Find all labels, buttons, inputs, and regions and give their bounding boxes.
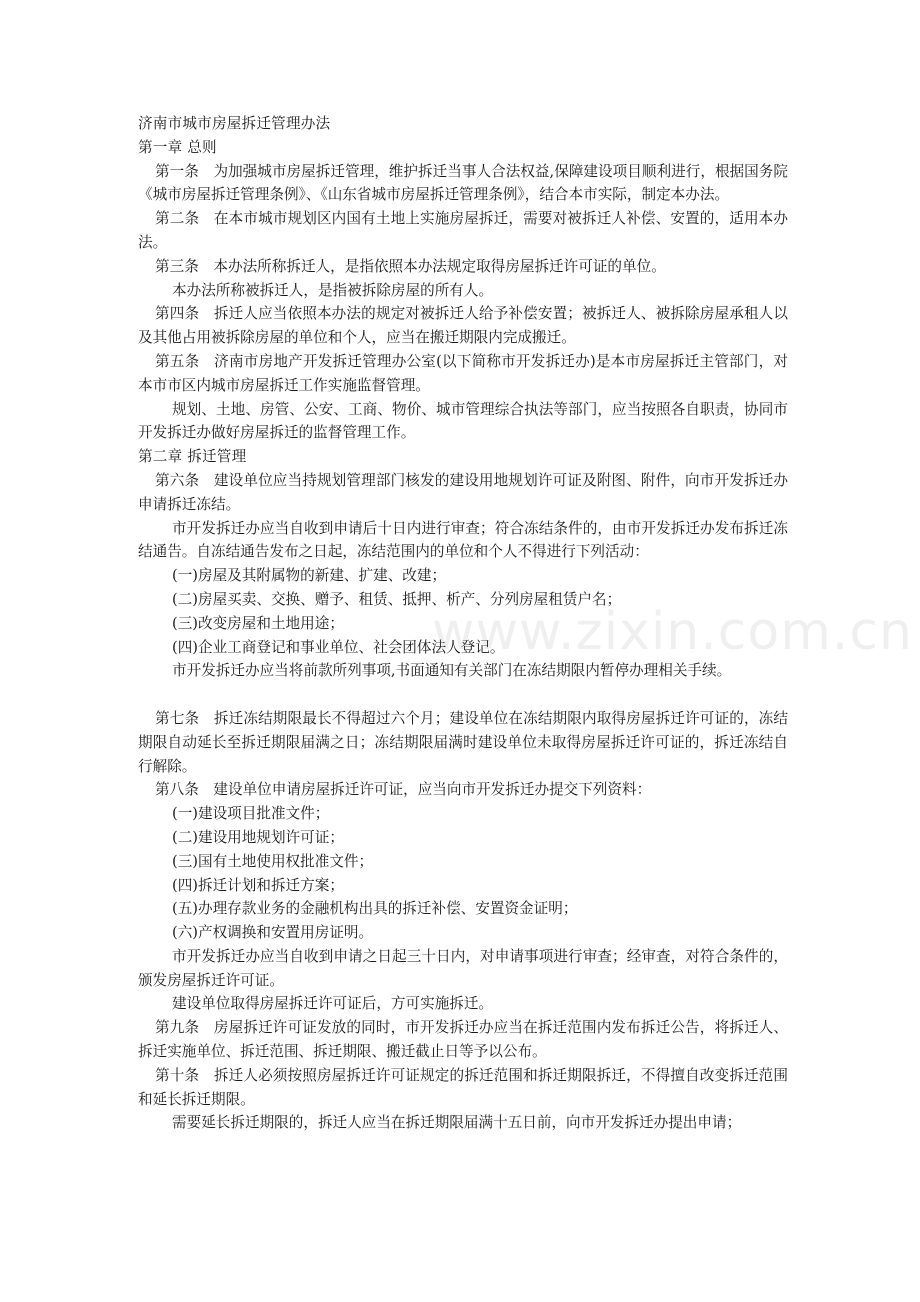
article-6: 第六条 建设单位应当持规划管理部门核发的建设用地规划许可证及附图、附件，向市开发拆迁办申请拆迁冻结。: [138, 471, 788, 513]
document-title: 济南市城市房屋拆迁管理办法: [138, 115, 331, 132]
article-10: 第十条 拆迁人必须按照房屋拆迁许可证规定的拆迁范围和拆迁期限拆迁，不得擅自改变拆迁范围和延长拆迁期限。: [138, 1066, 788, 1108]
list-item: (六)产权调换和安置用房证明。: [172, 924, 374, 942]
article-8-paragraph-3: 建设单位取得房屋拆迁许可证后，方可实施拆迁。: [172, 995, 494, 1013]
list-item: (二)建设用地规划许可证；: [172, 828, 344, 846]
article-2: 第二条 在本市城市规划区内国有土地上实施房屋拆迁，需要对被拆迁人补偿、安置的，适用本办法。: [138, 210, 788, 251]
list-item: (三)国有土地使用权批准文件；: [172, 852, 374, 870]
article-5: 第五条 济南市房地产开发拆迁管理办公室(以下简称市开发拆迁办)是本市房屋拆迁主管部门，对本市市区内城市房屋拆迁工作实施监督管理。: [138, 352, 788, 394]
blank-line: [138, 683, 788, 707]
article-10-paragraph-2: 需要延长拆迁期限的，拆迁人应当在拆迁期限届满十五日前，向市开发拆迁办提出申请；: [172, 1114, 742, 1132]
list-item: (三)改变房屋和土地用途；: [172, 614, 344, 632]
list-item: (二)房屋买卖、交换、赠予、租赁、抵押、析产、分列房屋租赁户名；: [172, 590, 622, 608]
chapter-heading: 第一章 总则: [138, 138, 217, 156]
article-8-paragraph-2: 市开发拆迁办应当自收到申请之日起三十日内，对申请事项进行审查；经审查，对符合条件的，颁发房屋拆迁许可证。: [138, 947, 788, 989]
article-6-paragraph-2: 市开发拆迁办应当自收到申请后十日内进行审查；符合冻结条件的，由市开发拆迁办发布拆迁冻结通告。自冻结通告发布之日起，冻结范围内的单位和个人不得进行下列活动：: [138, 519, 788, 561]
article-3: 第三条 本办法所称拆迁人，是指依照本办法规定取得房屋拆迁许可证的单位。: [155, 257, 666, 275]
list-item: (五)办理存款业务的金融机构出具的拆迁补偿、安置资金证明；: [172, 900, 578, 918]
list-item: (一)建设项目批准文件；: [172, 805, 330, 823]
list-item: (四)企业工商登记和事业单位、社会团体法人登记。: [172, 638, 505, 656]
article-5-paragraph-2: 规划、土地、房管、公安、工商、物价、城市管理综合执法等部门，应当按照各自职责，协同市开发拆迁办做好房屋拆迁的监督管理工作。: [138, 400, 788, 442]
list-item: (一)房屋及其附属物的新建、扩建、改建；: [172, 567, 447, 585]
document-body: [138, 112, 788, 1135]
article-8: 第八条 建设单位申请房屋拆迁许可证，应当向市开发拆迁办提交下列资料：: [155, 781, 652, 799]
list-item: (四)拆迁计划和拆迁方案；: [172, 876, 344, 894]
watermark: www.zixin.com.cn: [432, 602, 913, 662]
article-3-paragraph-2: 本办法所称被拆迁人，是指被拆除房屋的所有人。: [172, 281, 494, 299]
chapter-heading: 第二章 拆迁管理: [138, 448, 247, 466]
article-1: 第一条 为加强城市房屋拆迁管理，维护拆迁当事人合法权益,保障建设项目顺利进行，根据国务院《城市房屋拆迁管理条例》、《山东省城市房屋拆迁管理条例》，结合本市实际，制定本办法。: [138, 162, 788, 204]
article-7: 第七条 拆迁冻结期限最长不得超过六个月；建设单位在冻结期限内取得房屋拆迁许可证的，冻结期限自动延长至拆迁期限届满之日；冻结期限届满时建设单位未取得房屋拆迁许可证的，拆迁冻结自行解除。: [138, 709, 788, 775]
article-4: 第四条 拆迁人应当依照本办法的规定对被拆迁人给予补偿安置；被拆迁人、被拆除房屋承租人以及其他占用被拆除房屋的单位和个人，应当在搬迁期限内完成搬迁。: [138, 305, 788, 347]
article-6-paragraph-3: 市开发拆迁办应当将前款所列事项,书面通知有关部门在冻结期限内暂停办理相关手续。: [172, 662, 732, 680]
article-9: 第九条 房屋拆迁许可证发放的同时，市开发拆迁办应当在拆迁范围内发布拆迁公告，将拆迁人、拆迁实施单位、拆迁范围、拆迁期限、搬迁截止日等予以公布。: [138, 1019, 788, 1061]
